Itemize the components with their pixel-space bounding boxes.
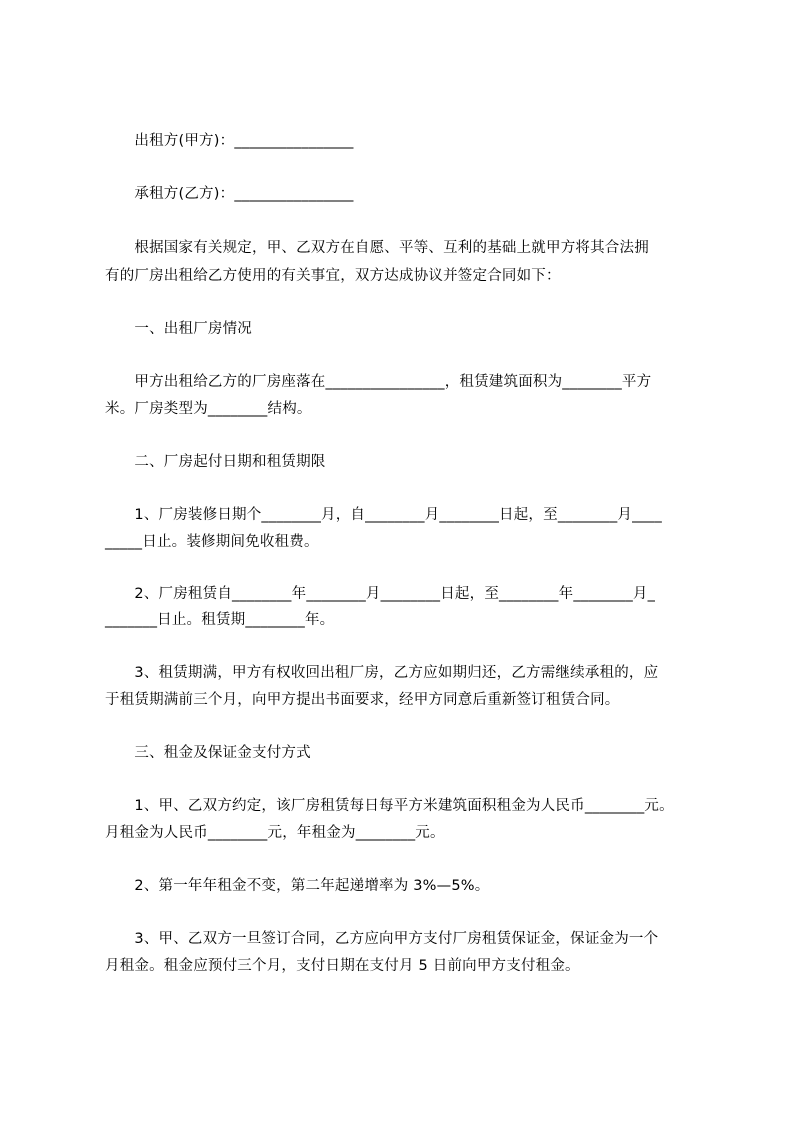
- clause-2-1-line-2: _____日止。装修期间免收租费。: [105, 534, 319, 550]
- clause-3-1-line-1: 1、甲、乙双方约定，该厂房租赁每日每平方米建筑面积租金为人民币________元。: [105, 798, 674, 814]
- clause-3-2-line: 2、第一年年租金不变，第二年起递增率为 3%—5%。: [105, 878, 490, 894]
- clause-3-3-line-1: 3、甲、乙双方一旦签订合同，乙方应向甲方支付厂房租赁保证金，保证金为一个: [105, 931, 659, 947]
- lessee-line: 承租方(乙方)：________________: [105, 186, 354, 202]
- section-1-paragraph-line-1: 甲方出租给乙方的厂房座落在________________，租赁建筑面积为________平方: [105, 374, 652, 390]
- clause-3-1-line-2: 月租金为人民币________元，年租金为________元。: [105, 825, 445, 841]
- section-1-paragraph-line-2: 米。厂房类型为________结构。: [105, 401, 312, 417]
- clause-2-3-line-2: 于租赁期满前三个月，向甲方提出书面要求，经甲方同意后重新签订租赁合同。: [105, 692, 620, 708]
- clause-3-3-line-2: 月租金。租金应预付三个月，支付日期在支付月 5 日前向甲方支付租金。: [105, 958, 580, 974]
- clause-2-1-line-1: 1、厂房装修日期个________月，自________月________日起，至________月____: [105, 507, 662, 523]
- lessor-line: 出租方(甲方)：________________: [105, 133, 354, 149]
- section-heading-1: 一、出租厂房情况: [105, 321, 252, 337]
- clause-2-2-line-1: 2、厂房租赁自________年________月________日起，至________年________月_: [105, 586, 656, 602]
- clause-2-3-line-1: 3、租赁期满，甲方有权收回出租厂房，乙方应如期归还，乙方需继续承租的，应: [105, 665, 659, 681]
- section-heading-2: 二、厂房起付日期和租赁期限: [105, 454, 326, 470]
- clause-2-2-line-2: _______日止。租赁期________年。: [105, 612, 335, 628]
- section-heading-3: 三、租金及保证金支付方式: [105, 745, 311, 761]
- intro-paragraph-line-1: 根据国家有关规定，甲、乙双方在自愿、平等、互利的基础上就甲方将其合法拥: [105, 240, 649, 256]
- intro-paragraph-line-2: 有的厂房出租给乙方使用的有关事宜，双方达成协议并签定合同如下：: [105, 268, 561, 284]
